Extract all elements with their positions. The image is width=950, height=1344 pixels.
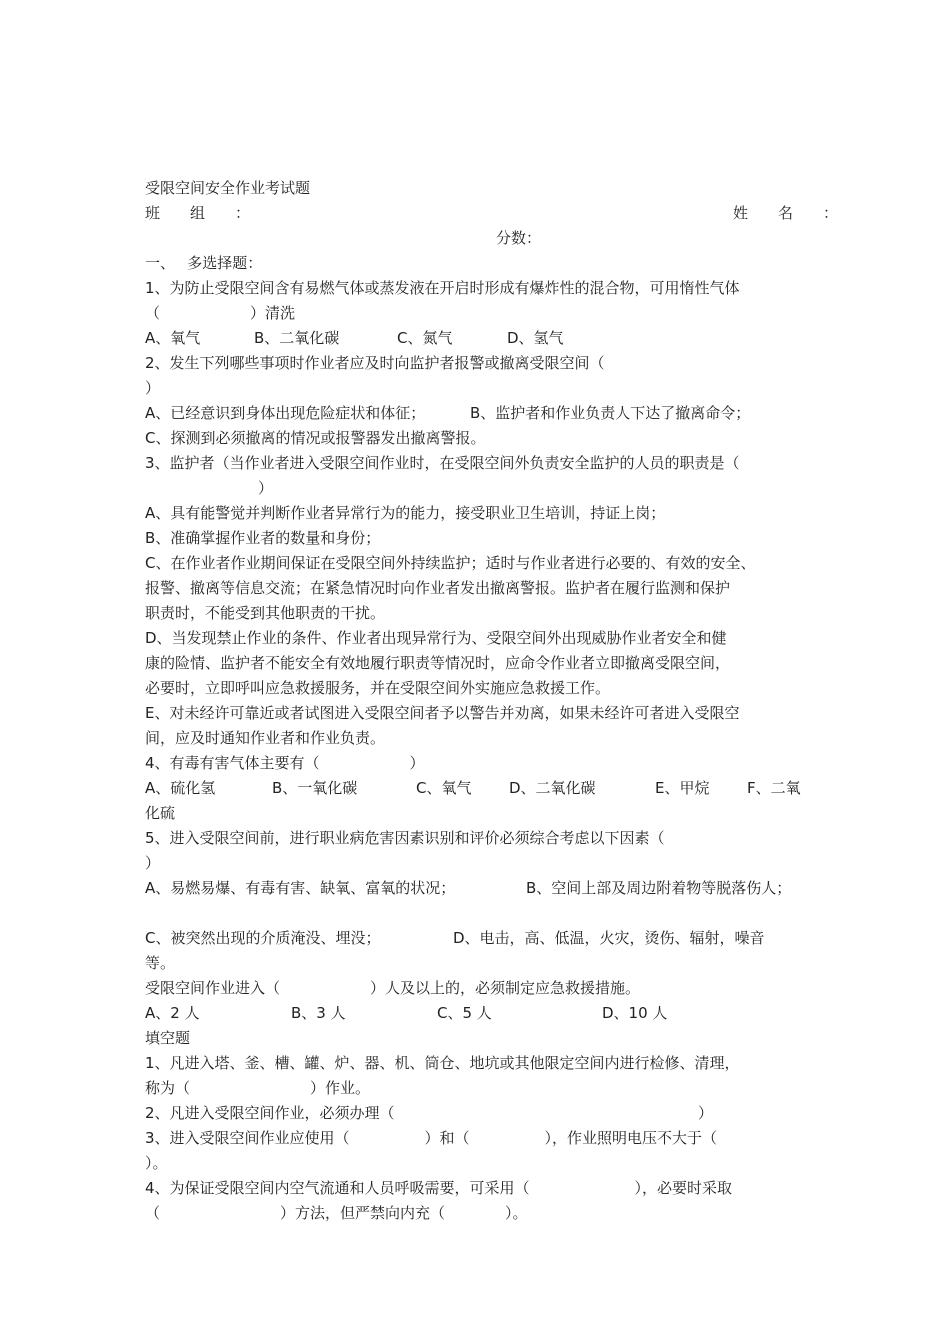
- q3-line: E、对未经许可靠近或者试图进入受限空间者予以警告并劝离，如果未经许可者进入受限空: [145, 704, 740, 722]
- q3-line: 必要时，立即呼叫应急救援服务，并在受限空间外实施应急救援工作。: [145, 679, 611, 697]
- section-multiple-choice: 一、 多选择题：: [145, 254, 263, 272]
- q5-option-cont: 等。: [145, 954, 176, 972]
- q3-text: 3、监护者（当作业者进入受限空间作业时，在受限空间外负责安全监护的人员的职责是（: [145, 454, 740, 472]
- score-label: 分数：: [496, 229, 542, 247]
- q1-option: B、二氧化碳: [254, 329, 340, 347]
- q4-option: C、氧气: [416, 779, 472, 797]
- q3-line: B、准确掌握作业者的数量和身份；: [145, 529, 381, 547]
- q4-text: 4、有毒有害气体主要有（ ）: [145, 754, 425, 772]
- q4-option: B、一氧化碳: [272, 779, 358, 797]
- q4-option: E、甲烷: [655, 779, 710, 797]
- q3-line: D、当发现禁止作业的条件、作业者出现异常行为、受限空间外出现威胁作业者安全和健: [145, 629, 727, 647]
- q2-text: 2、发生下列哪些事项时作业者应及时向监护者报警或撤离受限空间（: [145, 354, 605, 372]
- fill-question-cont: 称为（ ）作业。: [145, 1079, 371, 1097]
- q3-line: C、在作业者作业期间保证在受限空间外持续监护；适时与作业者进行必要的、有效的安全、: [145, 554, 756, 572]
- q1-option: C、氮气: [397, 329, 453, 347]
- q6-option: D、10 人: [602, 1004, 668, 1022]
- q6-text: 受限空间作业进入（ ）人及以上的，必须制定应急救援措施。: [145, 979, 641, 997]
- fill-question-cont: （ ）方法，但严禁向内充（ ）。: [145, 1204, 528, 1222]
- q5-option: B、空间上部及周边附着物等脱落伤人；: [526, 879, 792, 897]
- q3-line: 间，应及时通知作业者和作业负责。: [145, 729, 386, 747]
- name-label: 姓 名 ：: [733, 204, 839, 222]
- q4-option: A、硫化氢: [145, 779, 216, 797]
- q1-option: A、氧气: [145, 329, 201, 347]
- q5-option: C、被突然出现的介质淹没、埋没；: [145, 929, 381, 947]
- q2-option: A、已经意识到身体出现危险症状和体征；: [145, 404, 426, 422]
- q6-option: C、5 人: [437, 1004, 492, 1022]
- section-fill-blank: 填空题: [145, 1029, 191, 1047]
- q2-option: B、监护者和作业负责人下达了撤离命令；: [470, 404, 751, 422]
- q1-text-cont: （ ）清洗: [145, 304, 296, 322]
- q5-text: 5、进入受限空间前，进行职业病危害因素识别和评价必须综合考虑以下因素（: [145, 829, 665, 847]
- q4-option: F、二氧: [747, 779, 801, 797]
- q3-line: 康的险情、监护者不能安全有效地履行职责等情况时，应命令作业者立即撤离受限空间，: [145, 654, 731, 672]
- q4-option: D、二氧化碳: [509, 779, 596, 797]
- q5-text-cont: ）: [145, 854, 161, 872]
- fill-question: 4、为保证受限空间内空气流通和人员呼吸需要，可采用（ ），必要时采取: [145, 1179, 733, 1197]
- fill-question-end: ）: [698, 1104, 714, 1122]
- q3-line: A、具有能警觉并判断作业者异常行为的能力，接受职业卫生培训，持证上岗；: [145, 504, 666, 522]
- fill-question: 3、进入受限空间作业应使用（ ）和（ ），作业照明电压不大于（: [145, 1129, 718, 1147]
- q3-line: 职责时，不能受到其他职责的干扰。: [145, 604, 386, 622]
- q3-text-cont: ）: [258, 479, 274, 497]
- q3-line: 报警、撤离等信息交流；在紧急情况时向作业者发出撤离警报。监护者在履行监测和保护: [145, 579, 731, 597]
- q2-text-cont: ）: [145, 379, 161, 397]
- q4-option-cont: 化硫: [145, 804, 176, 822]
- document-title: 受限空间安全作业考试题: [145, 179, 311, 197]
- class-label: 班 组 ：: [145, 204, 251, 222]
- q1-text: 1、为防止受限空间含有易燃气体或蒸发液在开启时形成有爆炸性的混合物，可用惰性气体: [145, 279, 740, 297]
- q1-option: D、氢气: [507, 329, 564, 347]
- q5-option: D、电击，高、低温，火灾，烫伤、辐射，噪音: [453, 929, 765, 947]
- fill-question-cont: ）。: [145, 1154, 168, 1172]
- q6-option: B、3 人: [291, 1004, 346, 1022]
- fill-question: 1、凡进入塔、釜、槽、罐、炉、器、机、筒仓、地坑或其他限定空间内进行检修、清理，: [145, 1054, 740, 1072]
- q5-option: A、易燃易爆、有毒有害、缺氧、富氧的状况；: [145, 879, 456, 897]
- fill-question: 2、凡进入受限空间作业，必须办理（: [145, 1104, 395, 1122]
- q2-option: C、探测到必须撤离的情况或报警器发出撤离警报。: [145, 429, 486, 447]
- q6-option: A、2 人: [145, 1004, 200, 1022]
